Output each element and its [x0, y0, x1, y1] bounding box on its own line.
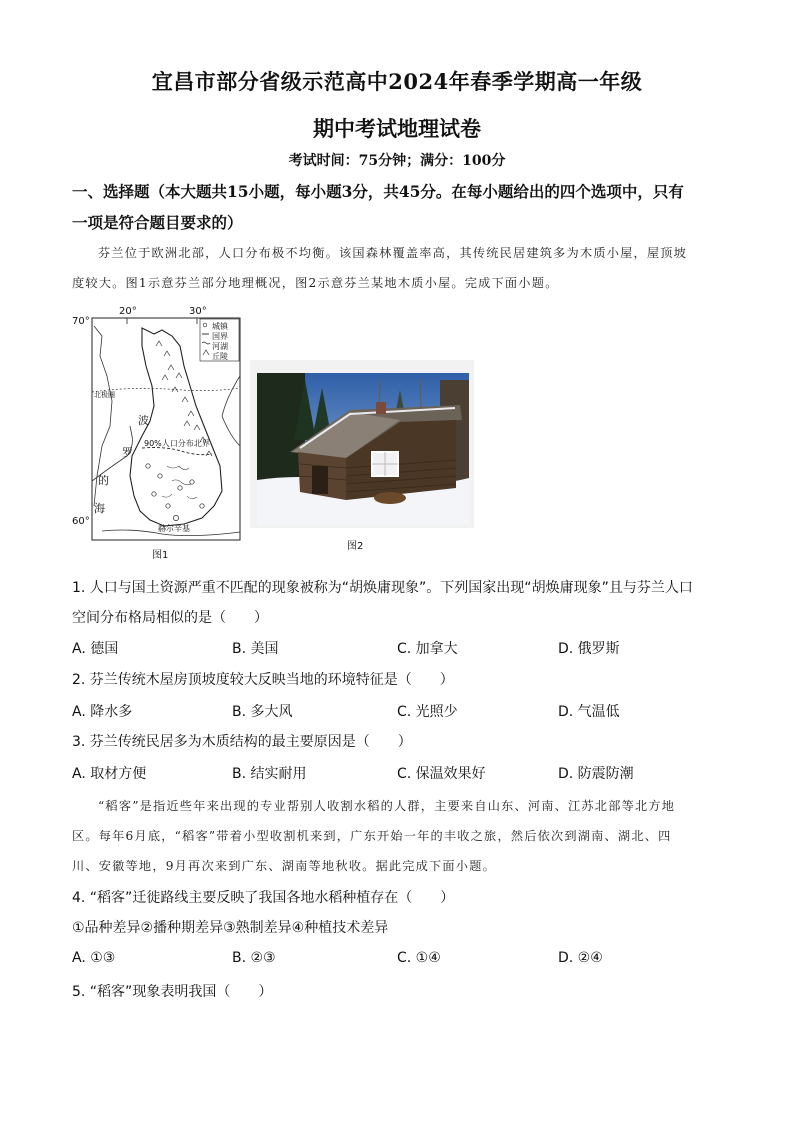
q2-option-c[interactable]: C. 光照少 — [397, 704, 458, 720]
q1-option-a[interactable]: A. 德国 — [72, 641, 119, 657]
q2-option-d[interactable]: D. 气温低 — [558, 704, 620, 720]
section-heading — [72, 176, 732, 238]
lat-60-label: 60° — [72, 516, 90, 527]
exam-title-line2: 期中考试地理试卷 — [313, 116, 481, 141]
arctic-circle-label: 北极圈 — [94, 391, 115, 399]
passage-line: 区。每年6月底，“稻客”带着小型收割机来到，广东开始一年的丰收之旅，然后依次到湖南、湖北、四 — [72, 829, 672, 843]
exam-title-line1: 宜昌市部分省级示范高中2024年春季学期高一年级 — [151, 69, 643, 94]
figure2-caption: 图2 — [347, 541, 364, 552]
q1-option-c[interactable]: C. 加拿大 — [397, 641, 458, 657]
helsinki-label: 赫尔辛基 — [158, 524, 190, 533]
exam-info: 考试时间：75分钟；满分：100分 — [288, 153, 506, 169]
passage-line: 度较大。图1示意芬兰部分地理概况，图2示意芬兰某地木质小屋。完成下面小题。 — [72, 276, 559, 290]
sea-label-2: 罗 — [122, 446, 133, 459]
legend-river-lake: 河湖 — [212, 342, 228, 351]
passage-finland — [72, 238, 732, 298]
legend-town: 城镇 — [212, 322, 228, 331]
q2-option-a[interactable]: A. 降水多 — [72, 704, 133, 720]
q4-option-b[interactable]: B. ②③ — [232, 950, 276, 966]
q2-option-b[interactable]: B. 多大风 — [232, 704, 293, 720]
question-4-options — [72, 950, 732, 972]
q3-option-b[interactable]: B. 结实耐用 — [232, 766, 307, 782]
q4-option-c[interactable]: C. ①④ — [397, 950, 441, 966]
lon-20-label: 20° — [119, 306, 137, 317]
lat-70-label: 70° — [72, 316, 90, 327]
sea-label-4: 海 — [94, 502, 105, 515]
wooden-hut-illustration — [250, 360, 474, 528]
population-boundary-label: 90%人口分布北界 — [144, 439, 210, 448]
q4-option-d[interactable]: D. ②④ — [558, 950, 603, 966]
question-2-options — [72, 701, 732, 723]
figure1-map — [72, 306, 247, 561]
question-5: 5. “稻客”现象表明我国（ ） — [72, 984, 273, 1000]
sea-label-1: 波 — [138, 414, 149, 427]
section-heading-line1: 一、选择题（本大题共15小题，每小题3分，共45分。在每小题给出的四个选项中，只有 — [72, 182, 684, 201]
question-1-options — [72, 638, 732, 660]
question-4-line2: ①品种差异②播种期差异③熟制差异④种植技术差异 — [72, 920, 389, 936]
q3-option-d[interactable]: D. 防震防潮 — [558, 766, 634, 782]
sea-label-3: 的 — [98, 474, 109, 487]
legend-hill: 丘陵 — [212, 352, 228, 361]
passage-daoke — [72, 791, 732, 881]
q3-option-a[interactable]: A. 取材方便 — [72, 766, 147, 782]
passage-line: 川、安徽等地，9月再次来到广东、湖南等地秋收。据此完成下面小题。 — [72, 859, 496, 873]
question-3: 3. 芬兰传统民居多为木质结构的最主要原因是（ ） — [72, 734, 412, 750]
question-4 — [72, 883, 732, 943]
question-3-options — [72, 763, 732, 785]
q1-option-b[interactable]: B. 美国 — [232, 641, 279, 657]
question-2: 2. 芬兰传统木屋房顶坡度较大反映当地的环境特征是（ ） — [72, 672, 454, 688]
lon-30-label: 30° — [189, 306, 207, 317]
legend-border: 国界 — [212, 332, 228, 341]
question-1 — [72, 573, 732, 633]
passage-line: 芬兰位于欧洲北部，人口分布极不均衡。该国森林覆盖率高，其传统民居建筑多为木质小屋，屋顶坡 — [98, 246, 688, 260]
passage-line: “稻客”是指近些年来出现的专业帮别人收割水稻的人群，主要来自山东、河南、江苏北部等北方地 — [98, 799, 676, 813]
q1-option-d[interactable]: D. 俄罗斯 — [558, 641, 620, 657]
q4-option-a[interactable]: A. ①③ — [72, 950, 116, 966]
figure1-caption: 图1 — [152, 550, 169, 561]
question-1-line1: 1. 人口与国土资源严重不匹配的现象被称为“胡焕庸现象”。下列国家出现“胡焕庸现象”且与芬兰人口 — [72, 580, 693, 596]
question-4-line1: 4. “稻客”迁徙路线主要反映了我国各地水稻种植存在（ ） — [72, 890, 455, 906]
q3-option-c[interactable]: C. 保温效果好 — [397, 766, 486, 782]
section-heading-line2: 一项是符合题目要求的） — [72, 213, 243, 232]
figure2-photo — [250, 360, 474, 528]
question-1-line2: 空间分布格局相似的是（ ） — [72, 610, 268, 626]
